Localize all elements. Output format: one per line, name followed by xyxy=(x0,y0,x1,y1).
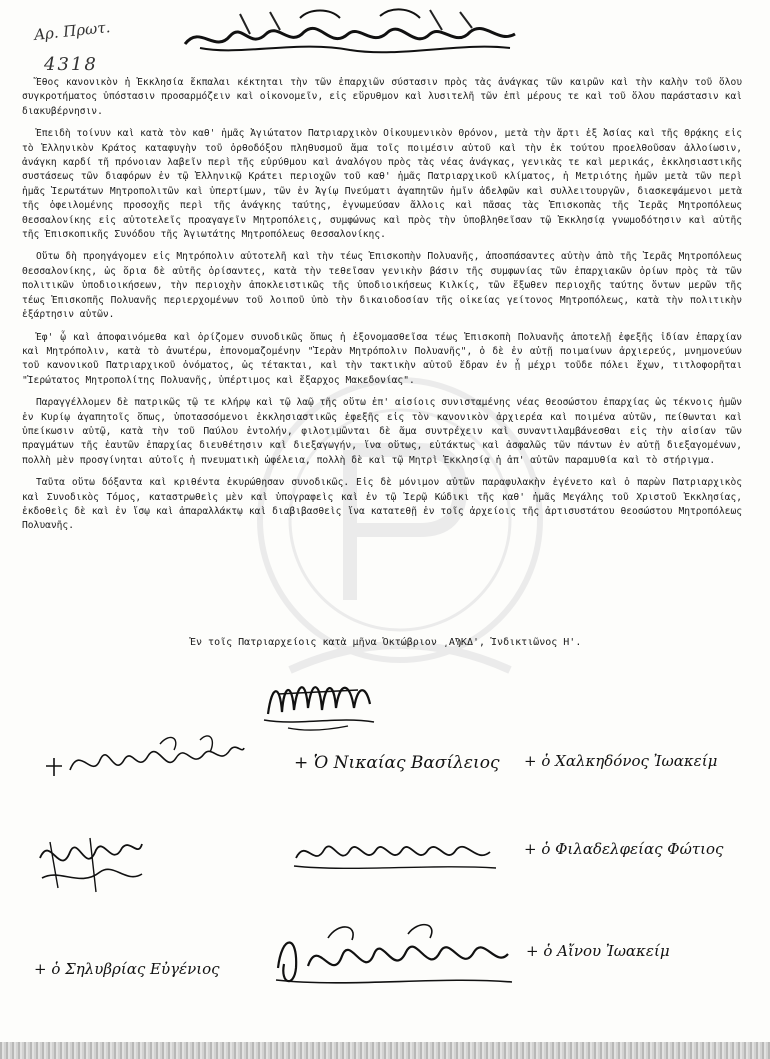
signature-1 xyxy=(40,730,250,790)
signature-5 xyxy=(290,828,500,878)
patriarch-signature-header xyxy=(180,4,520,60)
reference-number: 4318 xyxy=(44,54,98,75)
reference-note: Αρ. Πρωτ. xyxy=(33,18,112,44)
signature-8 xyxy=(268,918,518,998)
signature-4 xyxy=(30,828,150,898)
patriarch-signature xyxy=(258,664,378,734)
signature-3 xyxy=(520,738,760,780)
signature-7 xyxy=(30,948,270,988)
signature-6-text: + ὁ Φιλαδελφείας Φώτιος xyxy=(524,840,724,858)
signature-9-text: + ὁ Αἴνου Ἰωακείμ xyxy=(526,942,670,960)
paragraph-6: Ταῦτα οὕτω δόξαντα καὶ κριθέντα ἐκυρώθησαν συνοδικῶς. Εἰς δὲ μόνιμον αὐτῶν παραφυλακὴν ἐγένετο καὶ ὁ παρὼν Πατριαρχικὸς καὶ Συνοδικὸς Τόμος, καταστρωθεὶς μὲν καὶ ὑπογραφεὶς καὶ ἐν τῷ Ἱερῷ Κώδικι τῆς καθ' ἡμᾶς Μεγάλης τοῦ Χριστοῦ Ἐκκλησίας, ἐκδοθεὶς δὲ καὶ ἐν ἴσῳ καὶ ἀπαραλλάκτῳ καὶ διαβιβασθεὶς ἵνα κατατεθῇ ἐν τοῖς ἀρχείοις τῆς ἀρτισυστάτου θεοσώστου Μητροπόλεως Πολυανῆς. xyxy=(22,477,742,532)
paragraph-1: Ἔθος κανονικὸν ἡ Ἐκκλησία ἔκπαλαι κέκτηται τὴν τῶν ἐπαρχιῶν σύστασιν πρὸς τὰς ἀνάγκας τῶν καιρῶν καὶ τὴν καλὴν τοῦ ὅλου συγκροτήματος ὑπόστασιν προσαρμόζειν καὶ οἰκονομεῖν, εἰς εὔρυθμον καὶ λυσιτελῆ τῶν ἐπὶ μέρους τε καὶ τοῦ ὅλου παράστασιν καὶ διακυβέρνησιν. xyxy=(22,77,742,117)
signature-6 xyxy=(520,828,760,870)
signature-2 xyxy=(290,744,530,780)
signature-9 xyxy=(522,930,762,972)
signature-2-text: + Ὁ Νικαίας Βασίλειος xyxy=(294,753,500,773)
paragraph-2: Ἐπειδὴ τοίνυν καὶ κατὰ τὸν καθ' ἡμᾶς Ἁγιώτατον Πατριαρχικὸν Οἰκουμενικὸν Θρόνον, μετὰ τὴν ἄρτι ἐξ Ἀσίας καὶ τῆς Θρᾴκης εἰς τὸ Ἑλληνικὸν Κράτος καταφυγὴν τοῦ ὀρθοδόξου πληθυσμοῦ ἅμα τοῖς ποιμέσιν αὐτοῦ καὶ τὴν ἐκ τούτου προελθοῦσαν ἀλλοίωσιν, ἀνάγκη καρδί τῆ πρόνοιαν λαβεῖν περὶ τῆς εὐρύθμου καὶ ἀναλόγου πρὸς τὰς νέας ἀνάγκας, γενικὰς τε καὶ μερικάς, ἐκκλησιαστικῆς συστάσεως τῶν διαφόρων ἐν τῷ Ἑλληνικῷ Κράτει περιοχῶν τοῦ καθ' ἡμᾶς Πατριαρχικοῦ κλίματος, ἡ Μετριότης ἡμῶν μετὰ τῶν περὶ ἡμᾶς Ἱερωτάτων Μητροπολιτῶν καὶ ὑπερτίμων, τῶν ἐν Ἁγίῳ Πνεύματι ἀγαπητῶν ἡμῖν ἀδελφῶν καὶ συλλειτουργῶν, διασκεψάμενοι μετὰ τῆς ὀφειλομένης προσοχῆς περὶ τῆς ἀνάγκης ταύτης, ἐγνωμεύσαν ἄλλοις καὶ πᾶσας τὰς Ἐπισκοπὰς τῆς Ἱερᾶς Μητροπόλεως Θεσσαλονίκης εἰς αὐτοτελεῖς προαγαγεῖν Μητροπόλεις, συμφώνως καὶ πρὸς τὴν ὑποβληθεῖσαν τῷ Ἐκκλησίᾳ γνωμοδότησιν καὶ αὐτῆς τῆς Ἐπισκοπικῆς Συνόδου τῆς Ἁγιωτάτης Μητροπόλεως Θεσσαλονίκης. xyxy=(22,128,742,241)
scan-edge xyxy=(0,1042,770,1059)
signature-7-text: + ὁ Σηλυβρίας Εὐγένιος xyxy=(34,960,220,978)
date-line: Ἐν τοῖς Πατριαρχείοις κατὰ μῆνα Ὀκτώβριον ͵ΑϠΚΔ', Ἰνδικτιῶνος Η'. xyxy=(190,637,582,648)
paragraph-5: Παραγγέλλομεν δὲ πατρικῶς τῷ τε κλήρῳ καὶ τῷ λαῷ τῆς οὕτω ἐπ' αἰσίοις συνισταμένης νέας θεοσώστου ἐπαρχίας ὡς τέκνοις ἡμῶν ἐν Κυρίῳ ἀγαπητοῖς ὅπως, ὑποτασσόμενοι ἐκκλησιαστικῶς ἐφεξῆς εἰς τὸν κανονικὸν ἀρχιερέα καὶ ποιμένα αὐτῶν, πείθωνται καὶ ὑπείκωσιν αὐτῷ, κατὰ τὴν τοῦ Παύλου ἐντολήν, φιλοτιμῶνται δὲ ἅμα συντρέχειν καὶ συναντιλαμβάνεσθαι εἰς τὴν αἰσίαν τῶν πραγμάτων τῆς ἑαυτῶν ἐπαρχίας διευθέτησιν καὶ διεξαγωγήν, ἵνα οὕτως, εὐτάκτως καὶ ἀσφαλῶς τῶν πάντων ἐν αὐτῇ διεξαγομένων, πολλὴ μὲν προσγίνηται αὐτοῖς ἡ πνευματικὴ ὠφέλεια, πολλὴ δὲ καὶ τῷ Μητρὶ Ἐκκλησίᾳ ἡ ἀπ' αὐτῶν παραμυθία καὶ τὸ στήριγμα. xyxy=(22,397,742,466)
signature-3-text: + ὁ Χαλκηδόνος Ἰωακείμ xyxy=(524,752,718,770)
document-body xyxy=(22,76,742,542)
paragraph-4: Ἐφ' ᾧ καὶ ἀποφαινόμεθα καὶ ὁρίζομεν συνοδικῶς ὅπως ἡ ἐξονομασθεῖσα τέως Ἐπισκοπὴ Πολυανῆς ἀποτελῇ ἐφεξῆς ἰδίαν ἐπαρχίαν καὶ Μητρόπολιν, κατὰ τὸ ἀνωτέρω, ἐπονομαζομένην "Ἱερὰν Μητρόπολιν Πολυανῆς", ὁ δὲ ἐν αὐτῇ ποιμαίνων ἀρχιερεύς, μνημονεύων τοῦ κανονικοῦ Πατριαρχικοῦ ὀνόματος, ὡς τέτακται, καὶ τὴν τακτικὴν αὐτοῦ ἕδραν ἐν ᾗ μέχρι τοῦδε πόλει ἔχων, τιτλοφορῆται "Ἱερώτατος Μητροπολίτης Πολυανῆς, ὑπέρτιμος καὶ ἔξαρχος Μακεδονίας". xyxy=(22,331,742,386)
paragraph-3: Οὕτω δὴ προηγάγομεν εἰς Μητρόπολιν αὐτοτελῆ καὶ τὴν τέως Ἐπισκοπὴν Πολυανῆς, ἀποσπάσαντες αὐτὴν ἀπὸ τῆς Ἱερᾶς Μητροπόλεως Θεσσαλονίκης, ὡς ὅρια δὲ αὐτῆς ὁρίσαντες, κατὰ τὴν τεθεῖσαν γενικὴν βάσιν τῆς συμφωνίας τῶν ἐπαρχιακῶν ὁρίων πρὸς τὰ τῶν πολιτικῶν ὑποδιοικήσεων, τὴν περιοχὴν ἀποκλειστικῶς τῆς ὑποδιοικήσεως Κιλκίς, τῶν ἔξωθεν περιοχῆς ταύτης ὄντων μερῶν τῆς τέως Ἐπισκοπῆς Πολυανῆς περιερχομένων τοῦ λοιποῦ ὑπὸ τὴν δικαιοδοσίαν τῆς οἰκείας γείτονος Μητροπόλεως, κατὰ τὴν πολιτικὴν ἐξάρτησιν αὐτῶν. xyxy=(22,251,742,321)
